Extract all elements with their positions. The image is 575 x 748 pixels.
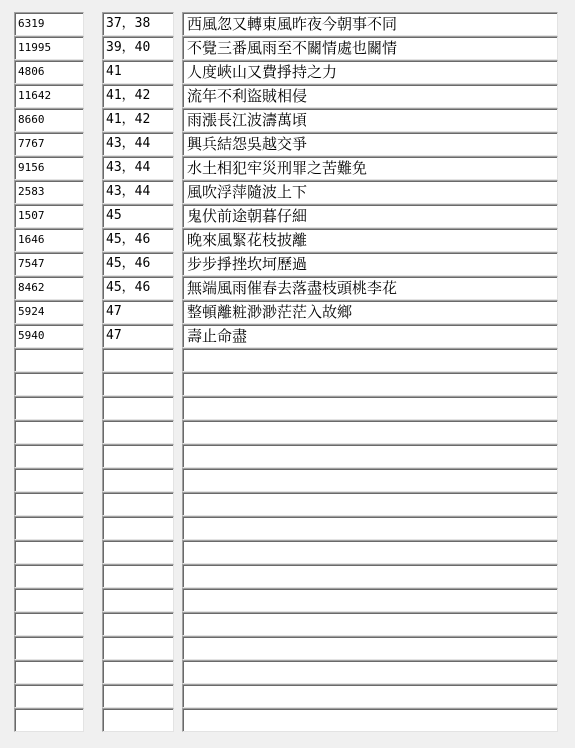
table-row bbox=[0, 636, 575, 660]
id-field[interactable] bbox=[14, 348, 84, 372]
id-field[interactable] bbox=[14, 684, 84, 708]
id-field[interactable] bbox=[14, 516, 84, 540]
verse-text-field[interactable]: 興兵結怨吳越交爭 bbox=[182, 132, 558, 156]
page-field[interactable] bbox=[102, 468, 174, 492]
table-row bbox=[0, 252, 575, 276]
table-row bbox=[0, 204, 575, 228]
page-field[interactable] bbox=[102, 516, 174, 540]
table-row bbox=[0, 228, 575, 252]
id-field[interactable] bbox=[14, 588, 84, 612]
id-field[interactable]: 9156 bbox=[14, 156, 84, 180]
verse-text-field[interactable] bbox=[182, 492, 558, 516]
verse-text-field[interactable] bbox=[182, 468, 558, 492]
page-field[interactable] bbox=[102, 420, 174, 444]
verse-text-field[interactable] bbox=[182, 540, 558, 564]
id-field[interactable] bbox=[14, 420, 84, 444]
page-field[interactable]: 41 bbox=[102, 60, 174, 84]
verse-text-field[interactable] bbox=[182, 612, 558, 636]
verse-text-field[interactable] bbox=[182, 420, 558, 444]
verse-text-field[interactable]: 不覺三番風雨至不關情處也關情 bbox=[182, 36, 558, 60]
table-row bbox=[0, 420, 575, 444]
page-field[interactable] bbox=[102, 708, 174, 732]
table-row bbox=[0, 108, 575, 132]
id-field[interactable] bbox=[14, 396, 84, 420]
page-field[interactable]: 45 bbox=[102, 204, 174, 228]
verse-text-field[interactable] bbox=[182, 444, 558, 468]
page-field[interactable]: 41，42 bbox=[102, 84, 174, 108]
verse-text-field[interactable]: 鬼伏前途朝暮仔細 bbox=[182, 204, 558, 228]
id-field[interactable] bbox=[14, 564, 84, 588]
page-field[interactable]: 45，46 bbox=[102, 276, 174, 300]
table-row bbox=[0, 444, 575, 468]
verse-text-field[interactable] bbox=[182, 588, 558, 612]
page-field[interactable] bbox=[102, 564, 174, 588]
page-field[interactable]: 45，46 bbox=[102, 228, 174, 252]
table-row bbox=[0, 372, 575, 396]
id-field[interactable] bbox=[14, 468, 84, 492]
table-row bbox=[0, 564, 575, 588]
id-field[interactable] bbox=[14, 444, 84, 468]
table-row bbox=[0, 396, 575, 420]
page-field[interactable] bbox=[102, 684, 174, 708]
verse-text-field[interactable] bbox=[182, 708, 558, 732]
id-field[interactable]: 6319 bbox=[14, 12, 84, 36]
table-row bbox=[0, 324, 575, 348]
table-row bbox=[0, 516, 575, 540]
page-field[interactable] bbox=[102, 372, 174, 396]
page-field[interactable]: 37，38 bbox=[102, 12, 174, 36]
page-field[interactable] bbox=[102, 540, 174, 564]
verse-text-field[interactable] bbox=[182, 564, 558, 588]
table-row bbox=[0, 612, 575, 636]
table-row bbox=[0, 348, 575, 372]
id-field[interactable]: 7547 bbox=[14, 252, 84, 276]
verse-text-field[interactable]: 西風忽又轉東風昨夜今朝事不同 bbox=[182, 12, 558, 36]
verse-text-field[interactable]: 水土相犯牢災刑罪之苦難免 bbox=[182, 156, 558, 180]
id-field[interactable]: 8462 bbox=[14, 276, 84, 300]
table-row bbox=[0, 12, 575, 36]
table-row bbox=[0, 588, 575, 612]
verse-text-field[interactable]: 晚來風緊花枝披離 bbox=[182, 228, 558, 252]
id-field[interactable]: 5940 bbox=[14, 324, 84, 348]
table-row bbox=[0, 180, 575, 204]
id-field[interactable]: 4806 bbox=[14, 60, 84, 84]
table-row bbox=[0, 660, 575, 684]
id-field[interactable]: 1507 bbox=[14, 204, 84, 228]
verse-text-field[interactable] bbox=[182, 348, 558, 372]
verse-text-field[interactable] bbox=[182, 396, 558, 420]
table-row bbox=[0, 276, 575, 300]
table-row bbox=[0, 708, 575, 732]
verse-text-field[interactable] bbox=[182, 636, 558, 660]
table-row bbox=[0, 300, 575, 324]
page-field[interactable]: 43，44 bbox=[102, 156, 174, 180]
id-field[interactable] bbox=[14, 492, 84, 516]
id-field[interactable]: 1646 bbox=[14, 228, 84, 252]
page-field[interactable]: 39，40 bbox=[102, 36, 174, 60]
verse-text-field[interactable] bbox=[182, 660, 558, 684]
id-field[interactable] bbox=[14, 372, 84, 396]
page-field[interactable]: 47 bbox=[102, 324, 174, 348]
page-field[interactable] bbox=[102, 348, 174, 372]
table-row bbox=[0, 36, 575, 60]
table-row bbox=[0, 540, 575, 564]
page-field[interactable] bbox=[102, 492, 174, 516]
verse-text-field[interactable]: 人度峽山又費掙持之力 bbox=[182, 60, 558, 84]
verse-text-field[interactable]: 雨漲長江波濤萬頃 bbox=[182, 108, 558, 132]
table-row bbox=[0, 468, 575, 492]
id-field[interactable]: 11642 bbox=[14, 84, 84, 108]
page-field[interactable] bbox=[102, 396, 174, 420]
table-row bbox=[0, 156, 575, 180]
page-field[interactable]: 45，46 bbox=[102, 252, 174, 276]
id-field[interactable] bbox=[14, 708, 84, 732]
verse-text-field[interactable]: 整頓離粧渺渺茫茫入故鄉 bbox=[182, 300, 558, 324]
id-field[interactable] bbox=[14, 660, 84, 684]
page-field[interactable] bbox=[102, 636, 174, 660]
id-field[interactable]: 2583 bbox=[14, 180, 84, 204]
id-field[interactable]: 5924 bbox=[14, 300, 84, 324]
page-field[interactable] bbox=[102, 588, 174, 612]
id-field[interactable]: 8660 bbox=[14, 108, 84, 132]
table-row bbox=[0, 492, 575, 516]
page-field[interactable] bbox=[102, 444, 174, 468]
page-field[interactable]: 43，44 bbox=[102, 132, 174, 156]
verse-text-field[interactable]: 無端風雨催春去落盡枝頭桃李花 bbox=[182, 276, 558, 300]
page-field[interactable] bbox=[102, 612, 174, 636]
page-field[interactable]: 41，42 bbox=[102, 108, 174, 132]
table-row bbox=[0, 132, 575, 156]
table-row bbox=[0, 60, 575, 84]
id-field[interactable]: 7767 bbox=[14, 132, 84, 156]
verse-text-field[interactable]: 步步掙挫坎坷歷過 bbox=[182, 252, 558, 276]
table-row bbox=[0, 684, 575, 708]
id-field[interactable] bbox=[14, 636, 84, 660]
id-field[interactable]: 11995 bbox=[14, 36, 84, 60]
table-row bbox=[0, 84, 575, 108]
verse-text-field[interactable] bbox=[182, 684, 558, 708]
verse-text-field[interactable]: 風吹浮萍隨波上下 bbox=[182, 180, 558, 204]
verse-text-field[interactable] bbox=[182, 516, 558, 540]
verse-text-field[interactable]: 流年不利盜賊相侵 bbox=[182, 84, 558, 108]
page-field[interactable]: 43，44 bbox=[102, 180, 174, 204]
verse-text-field[interactable]: 壽止命盡 bbox=[182, 324, 558, 348]
verse-text-field[interactable] bbox=[182, 372, 558, 396]
id-field[interactable] bbox=[14, 540, 84, 564]
page-field[interactable] bbox=[102, 660, 174, 684]
page-field[interactable]: 47 bbox=[102, 300, 174, 324]
id-field[interactable] bbox=[14, 612, 84, 636]
